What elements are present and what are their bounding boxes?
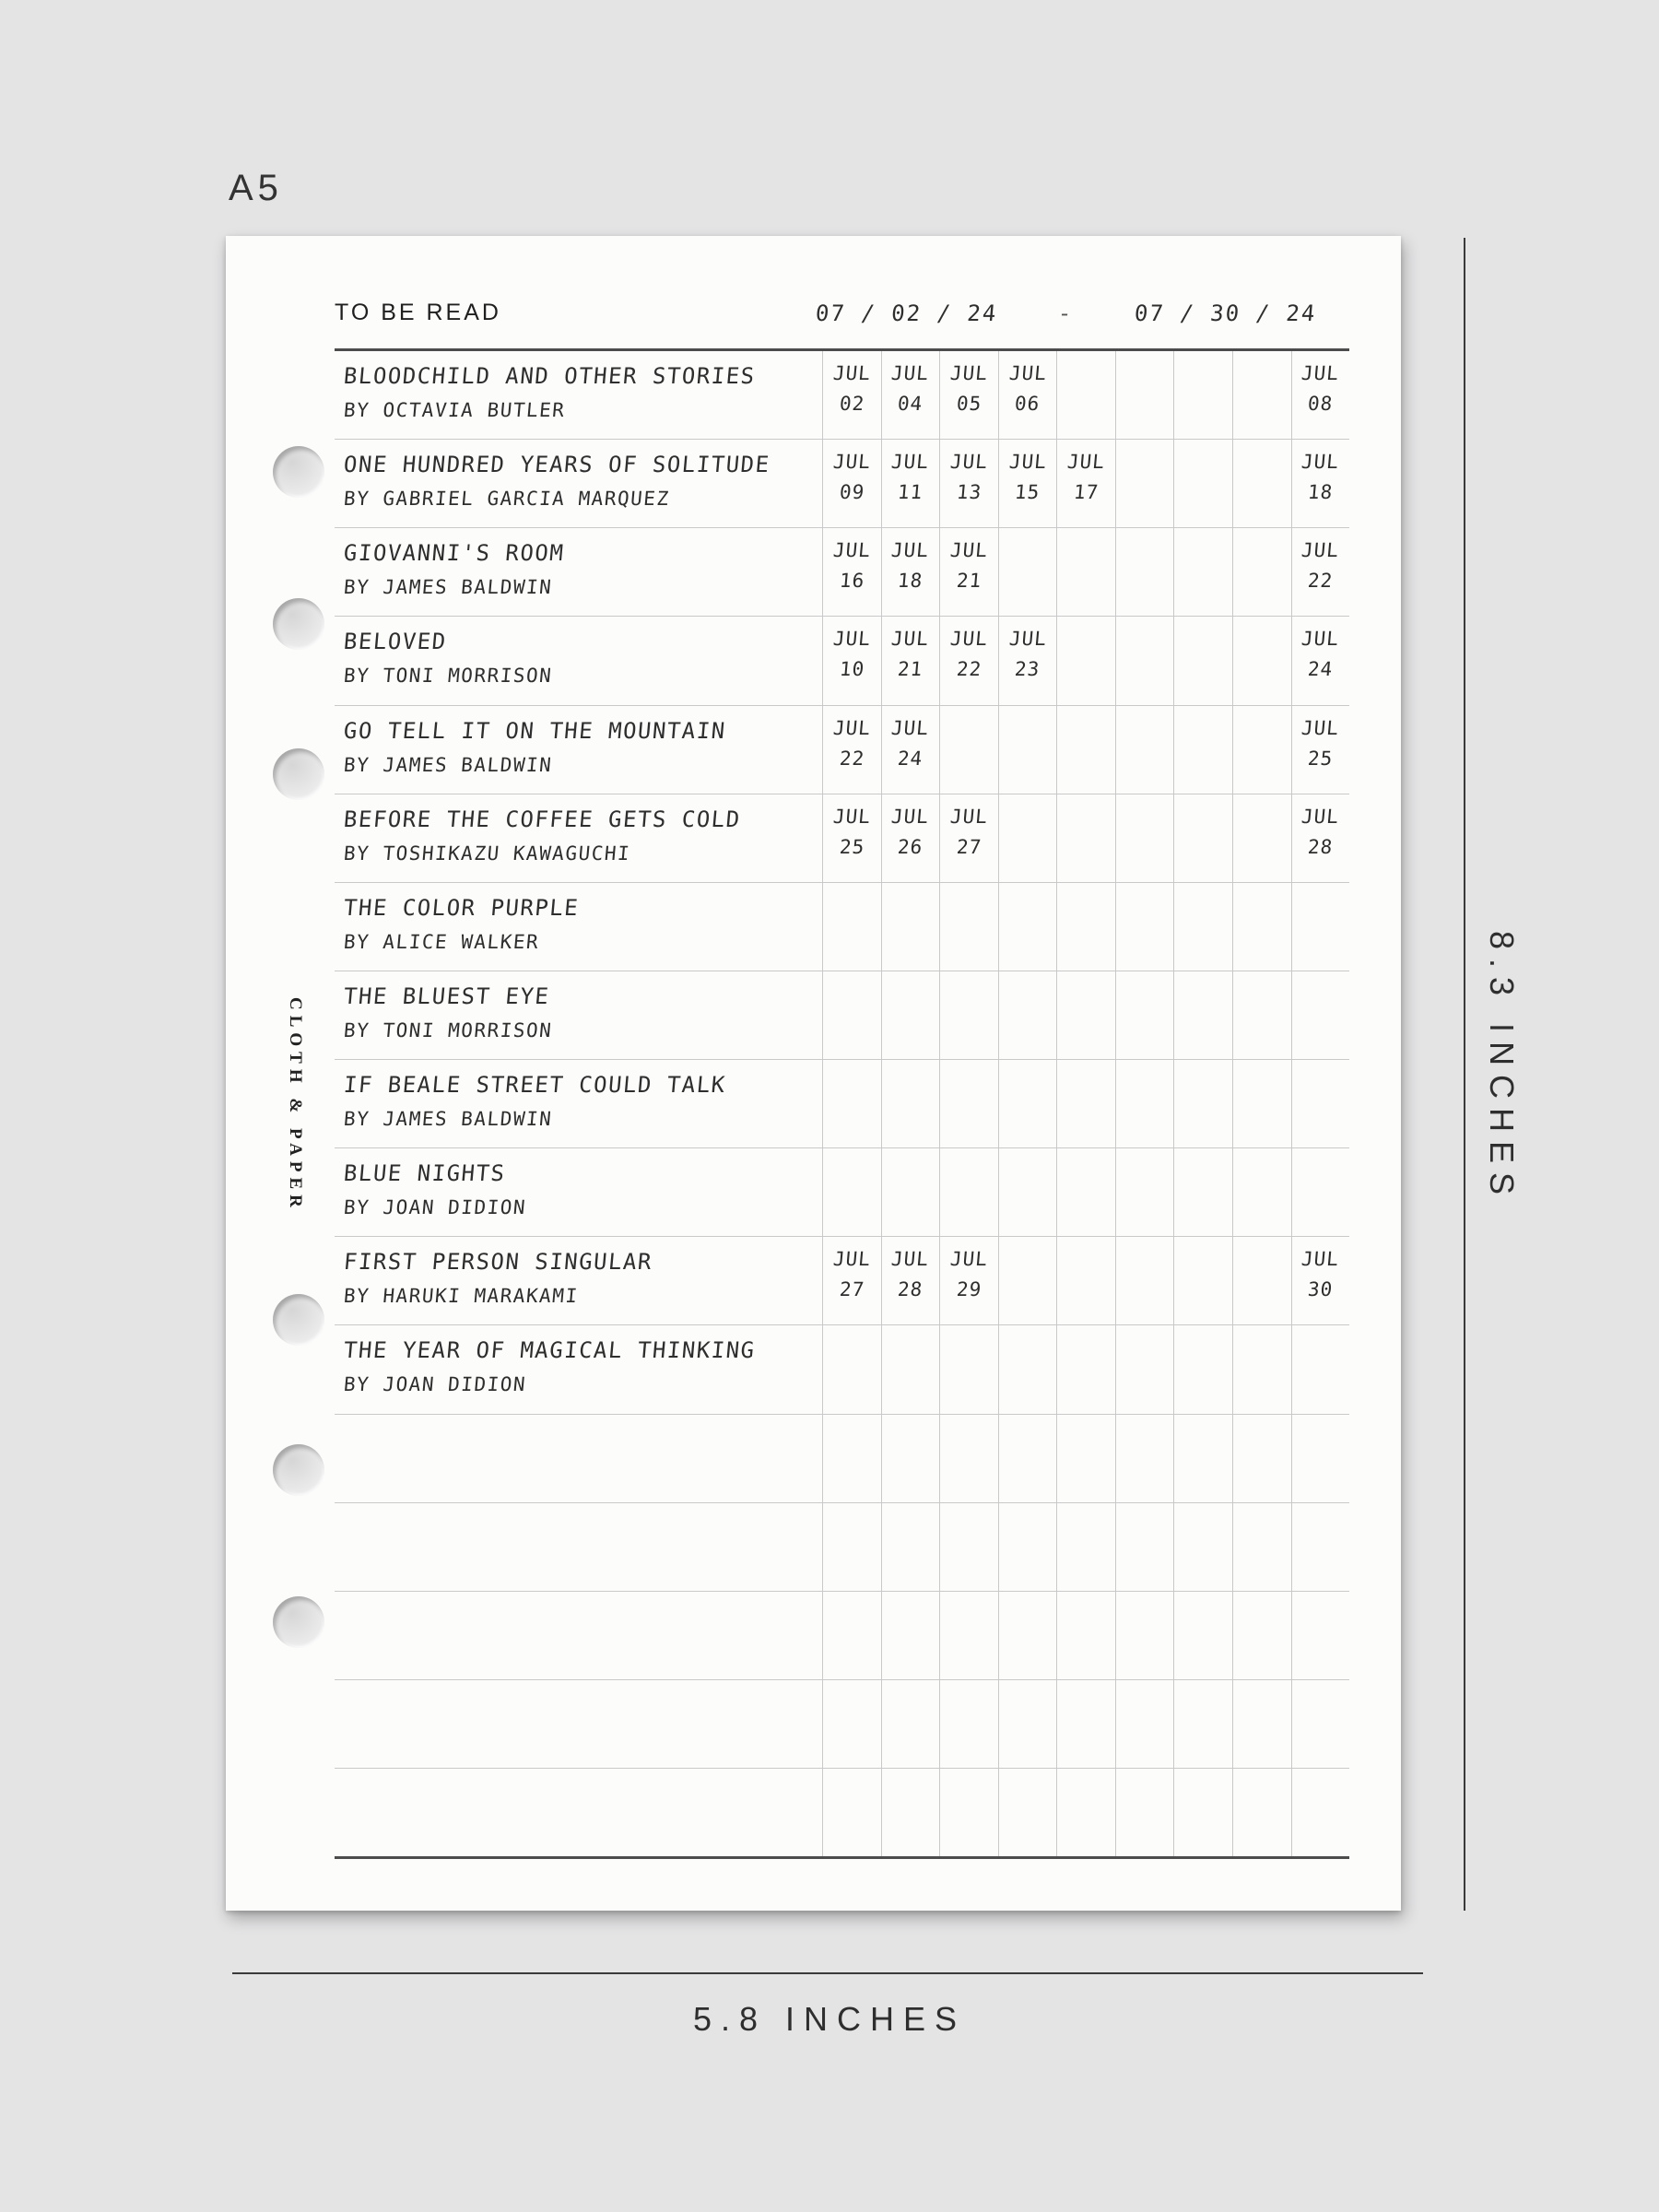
date-cell	[998, 528, 1057, 616]
book-title: BEFORE THE COFFEE GETS COLD	[342, 806, 742, 832]
date-cell	[1056, 440, 1115, 527]
brand-vertical-text: CLOTH & PAPER	[286, 997, 305, 1213]
date-cell	[1173, 440, 1232, 527]
date-cell	[822, 883, 881, 971]
date-month: JUL	[1300, 362, 1341, 384]
height-dimension-line	[1464, 238, 1465, 1911]
date-cell	[1232, 706, 1291, 794]
date-cell	[1056, 1680, 1115, 1768]
date-cell	[881, 1415, 940, 1502]
date-cell	[822, 794, 881, 882]
date-cell	[881, 1769, 940, 1856]
book-title-cell	[335, 883, 822, 971]
date-cell	[1056, 883, 1115, 971]
date-day: 04	[897, 393, 924, 415]
book-row	[335, 617, 1349, 705]
date-cell	[1056, 351, 1115, 439]
date-month: JUL	[890, 805, 931, 828]
date-cell	[881, 1060, 940, 1147]
date-cell	[998, 1592, 1057, 1679]
book-title-cell	[335, 351, 822, 439]
date-cell	[1173, 794, 1232, 882]
date-cell	[939, 1769, 998, 1856]
date-cell	[998, 1237, 1057, 1324]
date-cell	[822, 1060, 881, 1147]
date-cell	[1291, 883, 1350, 971]
book-author: BY HARUKI MARAKAMI	[342, 1285, 580, 1308]
date-cell	[1173, 1503, 1232, 1591]
book-title-cell	[335, 1769, 822, 1856]
date-cell	[822, 528, 881, 616]
date-day: 18	[897, 570, 924, 593]
date-month: JUL	[1300, 628, 1341, 651]
date-day: 15	[1014, 481, 1041, 504]
date-cell	[1173, 883, 1232, 971]
book-title-cell	[335, 706, 822, 794]
date-day: 28	[1307, 835, 1335, 858]
date-cell	[1115, 1237, 1174, 1324]
date-cell	[1115, 1060, 1174, 1147]
date-day: 27	[838, 1278, 865, 1301]
date-day: 08	[1307, 393, 1335, 415]
book-author: BY TONI MORRISON	[342, 1018, 554, 1041]
date-cell	[1173, 971, 1232, 1059]
date-cell	[1173, 1237, 1232, 1324]
date-cell	[1232, 440, 1291, 527]
date-day: 06	[1014, 393, 1041, 415]
book-row	[335, 1769, 1349, 1856]
date-cell	[1056, 1148, 1115, 1236]
width-dimension-label: 5.8 INCHES	[692, 2000, 967, 2038]
book-title-cell	[335, 971, 822, 1059]
sheet-header	[335, 286, 1349, 326]
date-month: JUL	[948, 1248, 989, 1271]
book-title-cell	[335, 1592, 822, 1679]
date-cell	[1115, 1769, 1174, 1856]
book-author: BY ALICE WALKER	[342, 930, 541, 953]
date-day: 24	[897, 747, 924, 770]
date-cell	[1291, 706, 1350, 794]
date-day: 22	[1307, 570, 1335, 593]
date-cell	[998, 1325, 1057, 1413]
date-cell	[1173, 1680, 1232, 1768]
date-cell	[822, 1148, 881, 1236]
date-month: JUL	[1300, 451, 1341, 474]
date-cell	[881, 617, 940, 704]
date-cell	[1173, 617, 1232, 704]
date-cell	[1173, 1592, 1232, 1679]
date-cell	[1173, 1325, 1232, 1413]
date-cell	[822, 440, 881, 527]
date-month: JUL	[831, 362, 872, 384]
date-cell	[1115, 1148, 1174, 1236]
date-cell	[1173, 528, 1232, 616]
book-title-cell	[335, 1060, 822, 1147]
date-cell	[1291, 1148, 1350, 1236]
date-month: JUL	[831, 451, 872, 474]
date-cell	[939, 706, 998, 794]
book-row	[335, 1680, 1349, 1769]
book-title-cell	[335, 1680, 822, 1768]
date-cell	[1173, 706, 1232, 794]
date-cell	[1056, 1503, 1115, 1591]
date-cell	[1115, 1592, 1174, 1679]
punch-hole	[273, 598, 324, 650]
date-cell	[998, 1680, 1057, 1768]
date-cell	[1115, 883, 1174, 971]
date-day: 16	[838, 570, 865, 593]
date-cell	[1291, 1680, 1350, 1768]
date-cell	[998, 1769, 1057, 1856]
date-cell	[939, 440, 998, 527]
book-row	[335, 706, 1349, 794]
date-month: JUL	[890, 451, 931, 474]
date-cell	[1173, 1769, 1232, 1856]
book-title: THE BLUEST EYE	[342, 982, 551, 1009]
date-day: 22	[955, 658, 983, 681]
date-cell	[822, 1325, 881, 1413]
date-day: 27	[955, 835, 983, 858]
book-title: THE YEAR OF MAGICAL THINKING	[342, 1337, 757, 1364]
date-cell	[939, 883, 998, 971]
book-row	[335, 971, 1349, 1060]
date-month: JUL	[890, 628, 931, 651]
date-day: 05	[955, 393, 983, 415]
book-author: BY JOAN DIDION	[342, 1373, 528, 1396]
date-cell	[998, 794, 1057, 882]
date-cell	[881, 351, 940, 439]
date-cell	[939, 1060, 998, 1147]
book-row	[335, 528, 1349, 617]
date-cell	[1056, 1060, 1115, 1147]
date-cell	[881, 1237, 940, 1324]
date-cell	[998, 351, 1057, 439]
date-cell	[998, 1148, 1057, 1236]
date-cell	[1291, 1237, 1350, 1324]
date-day: 26	[897, 835, 924, 858]
tracker-table	[335, 348, 1349, 1859]
book-author: BY TOSHIKAZU KAWAGUCHI	[342, 841, 632, 865]
date-month: JUL	[948, 362, 989, 384]
date-cell	[1232, 617, 1291, 704]
book-author: BY TONI MORRISON	[342, 665, 554, 688]
date-cell	[1056, 1415, 1115, 1502]
date-month: JUL	[1007, 362, 1048, 384]
date-cell	[939, 1503, 998, 1591]
date-cell	[1291, 1325, 1350, 1413]
date-day: 29	[955, 1278, 983, 1301]
date-cell	[822, 1592, 881, 1679]
date-month: JUL	[1007, 628, 1048, 651]
book-title-cell	[335, 794, 822, 882]
date-cell	[1291, 1769, 1350, 1856]
date-month: JUL	[1066, 451, 1107, 474]
date-cell	[1115, 1503, 1174, 1591]
date-day: 09	[838, 481, 865, 504]
date-cell	[1291, 971, 1350, 1059]
date-cell	[1291, 351, 1350, 439]
date-cell	[1291, 440, 1350, 527]
date-cell	[1173, 1415, 1232, 1502]
date-cell	[1056, 1769, 1115, 1856]
date-cell	[1232, 1503, 1291, 1591]
date-cell	[1115, 351, 1174, 439]
date-month: JUL	[831, 1248, 872, 1271]
date-month: JUL	[831, 805, 872, 828]
date-cell	[1056, 1592, 1115, 1679]
book-author: BY JAMES BALDWIN	[342, 753, 554, 776]
date-cell	[939, 1592, 998, 1679]
date-cell	[1232, 351, 1291, 439]
date-cell	[1232, 1769, 1291, 1856]
date-cell	[822, 1769, 881, 1856]
date-day: 13	[955, 481, 983, 504]
date-month: JUL	[831, 539, 872, 562]
date-cell	[881, 1592, 940, 1679]
date-cell	[881, 971, 940, 1059]
date-cell	[1291, 1592, 1350, 1679]
date-cell	[1056, 528, 1115, 616]
date-range-separator: -	[1056, 300, 1075, 326]
book-row	[335, 883, 1349, 971]
date-day: 23	[1014, 658, 1041, 681]
punch-hole	[273, 1596, 324, 1648]
date-cell	[822, 1680, 881, 1768]
date-cell	[939, 528, 998, 616]
date-cell	[1056, 1237, 1115, 1324]
date-day: 18	[1307, 481, 1335, 504]
date-cell	[939, 1325, 998, 1413]
date-cell	[1115, 617, 1174, 704]
date-cell	[939, 351, 998, 439]
date-day: 25	[838, 835, 865, 858]
date-cell	[1232, 1060, 1291, 1147]
book-title: IF BEALE STREET COULD TALK	[342, 1072, 727, 1098]
date-cell	[822, 1237, 881, 1324]
date-cell	[998, 971, 1057, 1059]
height-dimension-label: 8.3 INCHES	[1483, 931, 1521, 1205]
book-title-cell	[335, 1237, 822, 1324]
book-row	[335, 1237, 1349, 1325]
planner-sheet	[226, 236, 1401, 1911]
date-month: JUL	[948, 628, 989, 651]
date-month: JUL	[1300, 805, 1341, 828]
date-cell	[1291, 1415, 1350, 1502]
date-cell	[998, 706, 1057, 794]
date-range	[816, 300, 1349, 326]
book-title: BLUE NIGHTS	[342, 1160, 507, 1187]
date-month: JUL	[948, 451, 989, 474]
date-cell	[822, 1503, 881, 1591]
book-title: FIRST PERSON SINGULAR	[342, 1249, 654, 1276]
date-cell	[939, 617, 998, 704]
punch-hole	[273, 1294, 324, 1346]
date-cell	[1291, 528, 1350, 616]
date-cell	[1115, 706, 1174, 794]
date-cell	[1291, 794, 1350, 882]
date-cell	[1232, 1325, 1291, 1413]
date-month: JUL	[948, 805, 989, 828]
date-month: JUL	[890, 1248, 931, 1271]
book-row	[335, 1148, 1349, 1237]
date-cell	[998, 1415, 1057, 1502]
date-cell	[998, 883, 1057, 971]
date-cell	[1173, 351, 1232, 439]
book-title: BLOODCHILD AND OTHER STORIES	[342, 363, 757, 389]
date-cell	[1232, 528, 1291, 616]
date-month: JUL	[831, 628, 872, 651]
date-range-start: 07 / 02 / 24	[814, 300, 999, 326]
date-cell	[1115, 1325, 1174, 1413]
book-title-cell	[335, 1325, 822, 1413]
book-title: GIOVANNI'S ROOM	[342, 540, 566, 567]
date-cell	[939, 971, 998, 1059]
date-cell	[1056, 794, 1115, 882]
book-author: BY GABRIEL GARCIA MARQUEZ	[342, 488, 671, 511]
date-month: JUL	[1300, 539, 1341, 562]
punch-hole	[273, 446, 324, 498]
book-author: BY OCTAVIA BUTLER	[342, 399, 567, 421]
date-month: JUL	[1300, 1248, 1341, 1271]
date-cell	[1232, 1680, 1291, 1768]
date-cell	[822, 617, 881, 704]
date-cell	[1291, 617, 1350, 704]
date-cell	[881, 1148, 940, 1236]
date-cell	[822, 706, 881, 794]
book-row	[335, 1503, 1349, 1592]
date-cell	[998, 1503, 1057, 1591]
date-month: JUL	[1300, 716, 1341, 739]
date-cell	[881, 706, 940, 794]
date-cell	[1115, 794, 1174, 882]
date-cell	[1115, 971, 1174, 1059]
date-day: 30	[1307, 1278, 1335, 1301]
width-dimension-line	[232, 1972, 1423, 1974]
date-month: JUL	[890, 539, 931, 562]
punch-hole	[273, 748, 324, 800]
page-size-label: A5	[229, 168, 283, 208]
book-row	[335, 1060, 1349, 1148]
page-title: TO BE READ	[335, 300, 501, 325]
date-day: 10	[838, 658, 865, 681]
date-cell	[998, 617, 1057, 704]
date-cell	[1115, 1415, 1174, 1502]
date-day: 21	[955, 570, 983, 593]
book-title-cell	[335, 528, 822, 616]
book-title-cell	[335, 440, 822, 527]
book-title-cell	[335, 617, 822, 704]
date-day: 22	[838, 747, 865, 770]
book-title: GO TELL IT ON THE MOUNTAIN	[342, 717, 727, 744]
date-cell	[1232, 1592, 1291, 1679]
date-cell	[1232, 883, 1291, 971]
book-row	[335, 794, 1349, 883]
date-cell	[1056, 617, 1115, 704]
date-cell	[939, 1237, 998, 1324]
date-range-end: 07 / 30 / 24	[1133, 300, 1318, 326]
book-row	[335, 351, 1349, 440]
date-day: 11	[897, 481, 924, 504]
book-title: THE COLOR PURPLE	[342, 894, 581, 921]
date-cell	[881, 1503, 940, 1591]
date-cell	[1115, 1680, 1174, 1768]
book-author: BY JAMES BALDWIN	[342, 1108, 554, 1130]
book-row	[335, 1325, 1349, 1414]
date-cell	[822, 1415, 881, 1502]
book-title: BELOVED	[342, 629, 448, 655]
date-cell	[881, 883, 940, 971]
date-cell	[939, 1680, 998, 1768]
date-cell	[939, 794, 998, 882]
date-day: 17	[1072, 481, 1100, 504]
date-day: 24	[1307, 658, 1335, 681]
date-month: JUL	[1007, 451, 1048, 474]
date-day: 02	[838, 393, 865, 415]
book-row	[335, 1415, 1349, 1503]
date-cell	[1173, 1060, 1232, 1147]
book-title: ONE HUNDRED YEARS OF SOLITUDE	[342, 452, 771, 478]
date-cell	[881, 1680, 940, 1768]
date-month: JUL	[890, 362, 931, 384]
date-day: 25	[1307, 747, 1335, 770]
book-author: BY JOAN DIDION	[342, 1196, 528, 1219]
date-cell	[1232, 794, 1291, 882]
date-cell	[1232, 1237, 1291, 1324]
date-cell	[881, 528, 940, 616]
date-cell	[998, 1060, 1057, 1147]
date-cell	[1056, 971, 1115, 1059]
date-cell	[939, 1415, 998, 1502]
book-title-cell	[335, 1148, 822, 1236]
date-cell	[822, 971, 881, 1059]
date-cell	[881, 794, 940, 882]
date-day: 21	[897, 658, 924, 681]
date-cell	[881, 1325, 940, 1413]
book-author: BY JAMES BALDWIN	[342, 576, 554, 599]
date-cell	[1115, 528, 1174, 616]
date-cell	[1056, 706, 1115, 794]
book-row	[335, 1592, 1349, 1680]
date-cell	[1232, 971, 1291, 1059]
date-cell	[1056, 1325, 1115, 1413]
date-cell	[1173, 1148, 1232, 1236]
date-cell	[939, 1148, 998, 1236]
date-cell	[1232, 1415, 1291, 1502]
book-row	[335, 440, 1349, 528]
date-cell	[1232, 1148, 1291, 1236]
date-cell	[998, 440, 1057, 527]
date-day: 28	[897, 1278, 924, 1301]
punch-hole	[273, 1444, 324, 1496]
date-cell	[881, 440, 940, 527]
book-title-cell	[335, 1415, 822, 1502]
date-month: JUL	[831, 716, 872, 739]
date-cell	[1291, 1060, 1350, 1147]
book-title-cell	[335, 1503, 822, 1591]
date-cell	[1291, 1503, 1350, 1591]
date-month: JUL	[948, 539, 989, 562]
date-cell	[822, 351, 881, 439]
date-cell	[1115, 440, 1174, 527]
date-month: JUL	[890, 716, 931, 739]
